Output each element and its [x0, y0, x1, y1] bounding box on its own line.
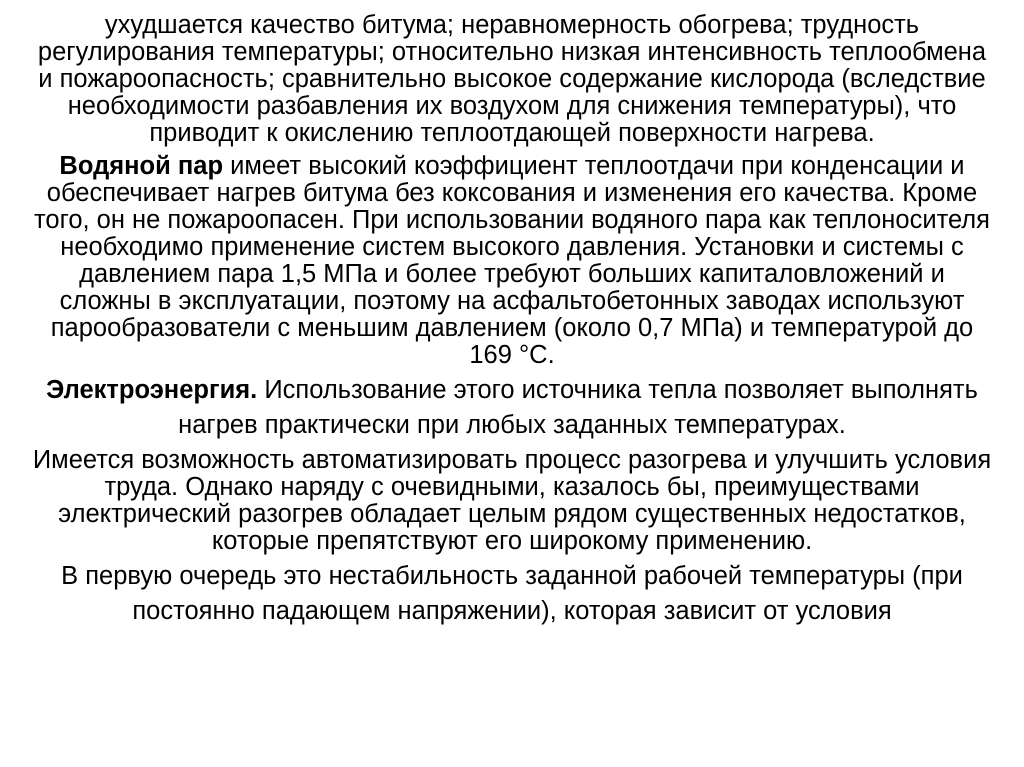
paragraph-steam	[30, 153, 994, 369]
term-steam: Водяной пар	[59, 152, 224, 180]
document-page	[30, 12, 994, 629]
steam-description: имеет высокий коэффициент теплоотдачи при конденсации и обеспечивает нагрев битума без коксования и изменения его качества. Кроме того, он не пожароопасен. При использовании водяного пара как теплоносителя необходимо применение систем высокого давления. Установки и системы с давлением пара 1,5 МПа и более требуют больших капиталовложений и сложны в эксплуатации, поэтому на асфальтобетонных заводах используют парообразователи с меньшим давлением (около 0,7 МПа) и температурой до 169 °С.	[34, 152, 990, 369]
paragraph-temperature-instability: В первую очередь это нестабильность заданной рабочей температуры (при постоянно падающем напряжении), которая зависит от условия	[61, 562, 963, 625]
electricity-description: Использование этого источника тепла позволяет выполнять нагрев практически при любых заданных температурах.	[178, 376, 978, 439]
term-electricity: Электроэнергия.	[46, 376, 258, 404]
paragraph-electricity	[30, 373, 994, 443]
paragraph-automation: Имеется возможность автоматизировать процесс разогрева и улучшить условия труда. Однако наряду с очевидными, казалось бы, преимуществами электрический разогрев обладает целым рядом существенных недостатков, которые препятствуют его широкому применению.	[32, 446, 992, 555]
paragraph-heating-drawbacks: ухудшается качество битума; неравномерность обогрева; трудность регулирования температуры; относительно низкая интенсивность теплообмена и пожароопасность; сравнительно высокое содержание кислорода (вследствие необходимости разбавления их воздухом для снижения температуры), что приводит к окислению теплоотдающей поверхности нагрева.	[37, 11, 987, 147]
